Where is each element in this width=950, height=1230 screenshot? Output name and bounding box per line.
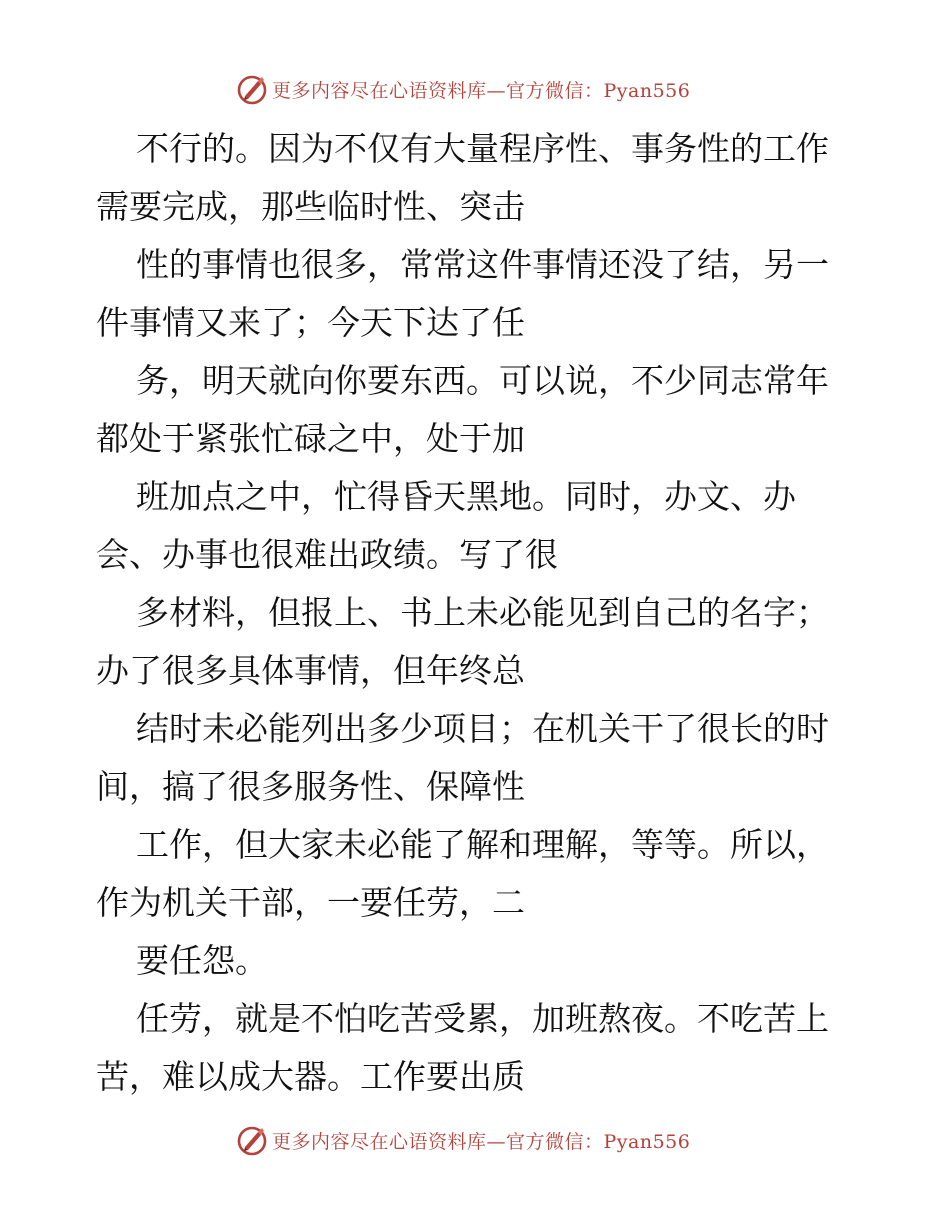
text-line: 结时未必能列出多少项目；在机关干了很长的时: [136, 709, 829, 748]
text-line: 间，搞了很多服务性、保障性: [96, 767, 525, 806]
text-line: 会、办事也很难出政绩。写了很: [96, 535, 558, 574]
pen-logo-icon: [236, 1124, 268, 1156]
text-line: 务，明天就向你要东西。可以说，不少同志常年: [136, 361, 829, 400]
text-line: 件事情又来了；今天下达了任: [96, 303, 525, 342]
text-line: 要任怨。: [136, 941, 268, 980]
text-line: 需要完成，那些临时性、突击: [96, 187, 525, 226]
text-line: 工作，但大家未必能了解和理解，等等。所以，: [136, 825, 829, 864]
footer-banner: [236, 1123, 690, 1157]
text-line: 多材料，但报上、书上未必能见到自己的名字；: [136, 593, 829, 632]
text-line: 任劳，就是不怕吃苦受累，加班熬夜。不吃苦上: [136, 999, 829, 1038]
pen-logo-icon: [236, 73, 268, 105]
text-line: 不行的。因为不仅有大量程序性、事务性的工作: [136, 129, 829, 168]
text-line: 苦，难以成大器。工作要出质: [96, 1057, 525, 1096]
text-line: 办了很多具体事情，但年终总: [96, 651, 525, 690]
text-line: 都处于紧张忙碌之中，处于加: [96, 419, 525, 458]
header-banner: [236, 72, 690, 106]
header-banner-text: 更多内容尽在心语资料库—官方微信：Pyan556: [272, 79, 691, 102]
body-text: [96, 120, 866, 1106]
text-line: 班加点之中，忙得昏天黑地。同时，办文、办: [136, 477, 796, 516]
text-line: 性的事情也很多，常常这件事情还没了结，另一: [136, 245, 829, 284]
text-line: 作为机关干部，一要任劳，二: [96, 883, 525, 922]
footer-banner-text: 更多内容尽在心语资料库—官方微信：Pyan556: [272, 1130, 691, 1153]
